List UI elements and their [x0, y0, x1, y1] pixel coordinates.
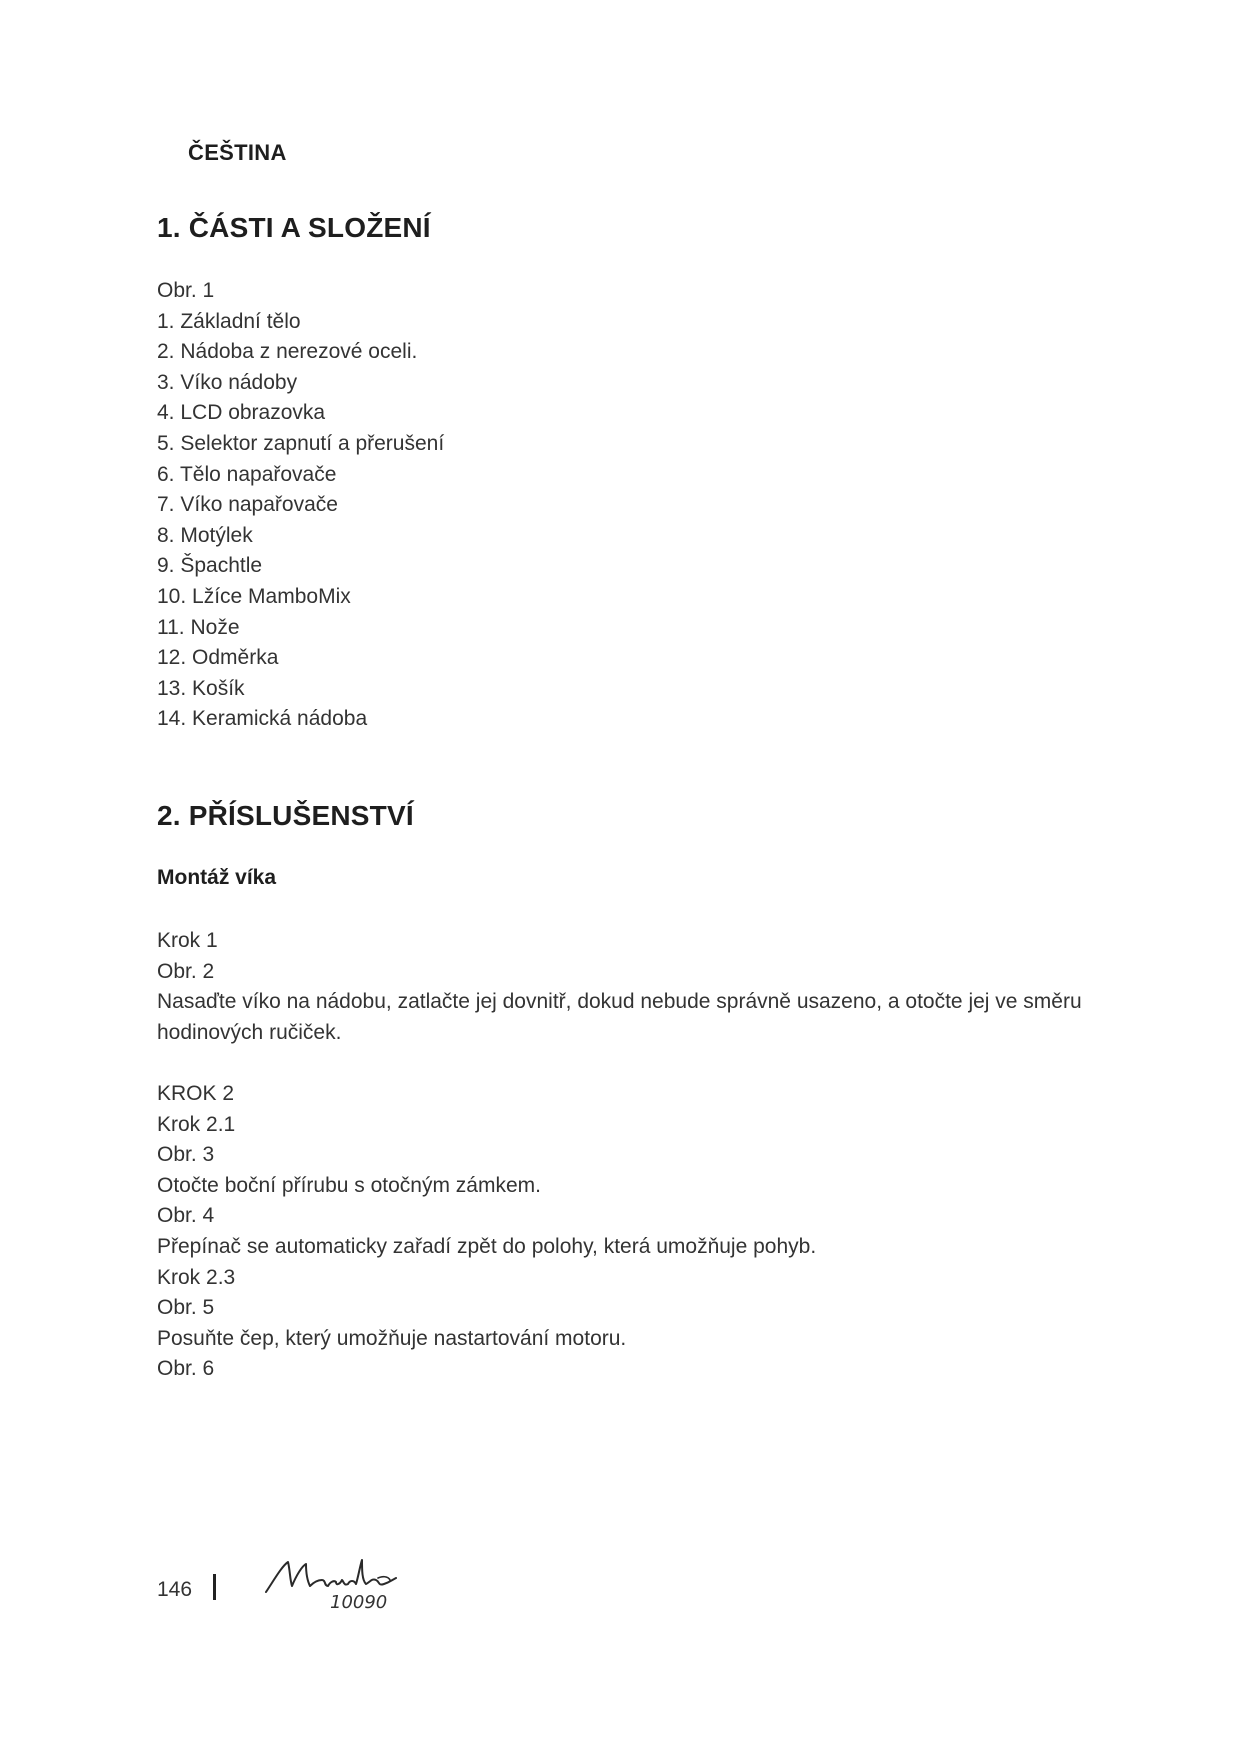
step-2-block — [157, 1079, 1097, 1385]
figure-ref: Obr. 1 — [157, 279, 215, 302]
list-item: 12. Odměrka — [157, 646, 279, 670]
list-item: 4. LCD obrazovka — [157, 401, 326, 425]
parts-list — [157, 276, 1097, 735]
subsection-title: Montáž víka — [157, 866, 277, 889]
list-item: 2. Nádoba z nerezové oceli. — [157, 340, 418, 364]
figure-ref: Obr. 2 — [157, 959, 215, 983]
list-item: 8. Motýlek — [157, 523, 253, 547]
list-item: 5. Selektor zapnutí a přerušení — [157, 431, 445, 455]
list-item: 9. Špachtle — [157, 554, 263, 578]
step-text: Nasaďte víko na nádobu, zatlačte jej dovnitř, dokud nebude správně usazeno, a otočte jej ve směru hodinových ručiček. — [157, 990, 1082, 1044]
page-number: 146 — [157, 1578, 193, 1601]
substep-label: Krok 2.3 — [157, 1265, 236, 1289]
figure-ref: Obr. 5 — [157, 1296, 215, 1320]
section-title-parts: 1. ČÁSTI A SLOŽENÍ — [157, 212, 431, 243]
list-item: 14. Keramická nádoba — [157, 707, 368, 731]
step-text: Přepínač se automaticky zařadí zpět do polohy, která umožňuje pohyb. — [157, 1234, 817, 1258]
step-label: Krok 1 — [157, 929, 218, 952]
list-item: 10. Lžíce MamboMix — [157, 584, 351, 608]
step-label: KROK 2 — [157, 1082, 235, 1105]
step-1-block — [157, 926, 1097, 1048]
list-item: 1. Základní tělo — [157, 309, 301, 333]
figure-ref: Obr. 6 — [157, 1357, 215, 1381]
substep-label: Krok 2.1 — [157, 1112, 236, 1136]
footer-divider — [213, 1574, 216, 1600]
section-title-accessories: 2. PŘÍSLUŠENSTVÍ — [157, 800, 414, 831]
logo-model-number: 10090 — [330, 1592, 388, 1613]
list-item: 3. Víko nádoby — [157, 370, 298, 394]
language-label: ČEŠTINA — [188, 140, 287, 165]
list-item: 6. Tělo napařovače — [157, 462, 337, 486]
step-text: Posuňte čep, který umožňuje nastartování motoru. — [157, 1326, 627, 1350]
list-item: 13. Košík — [157, 676, 245, 700]
figure-ref: Obr. 4 — [157, 1204, 215, 1228]
list-item: 11. Nože — [157, 615, 240, 639]
figure-ref: Obr. 3 — [157, 1143, 215, 1167]
step-text: Otočte boční přírubu s otočným zámkem. — [157, 1173, 541, 1197]
list-item: 7. Víko napařovače — [157, 493, 338, 517]
